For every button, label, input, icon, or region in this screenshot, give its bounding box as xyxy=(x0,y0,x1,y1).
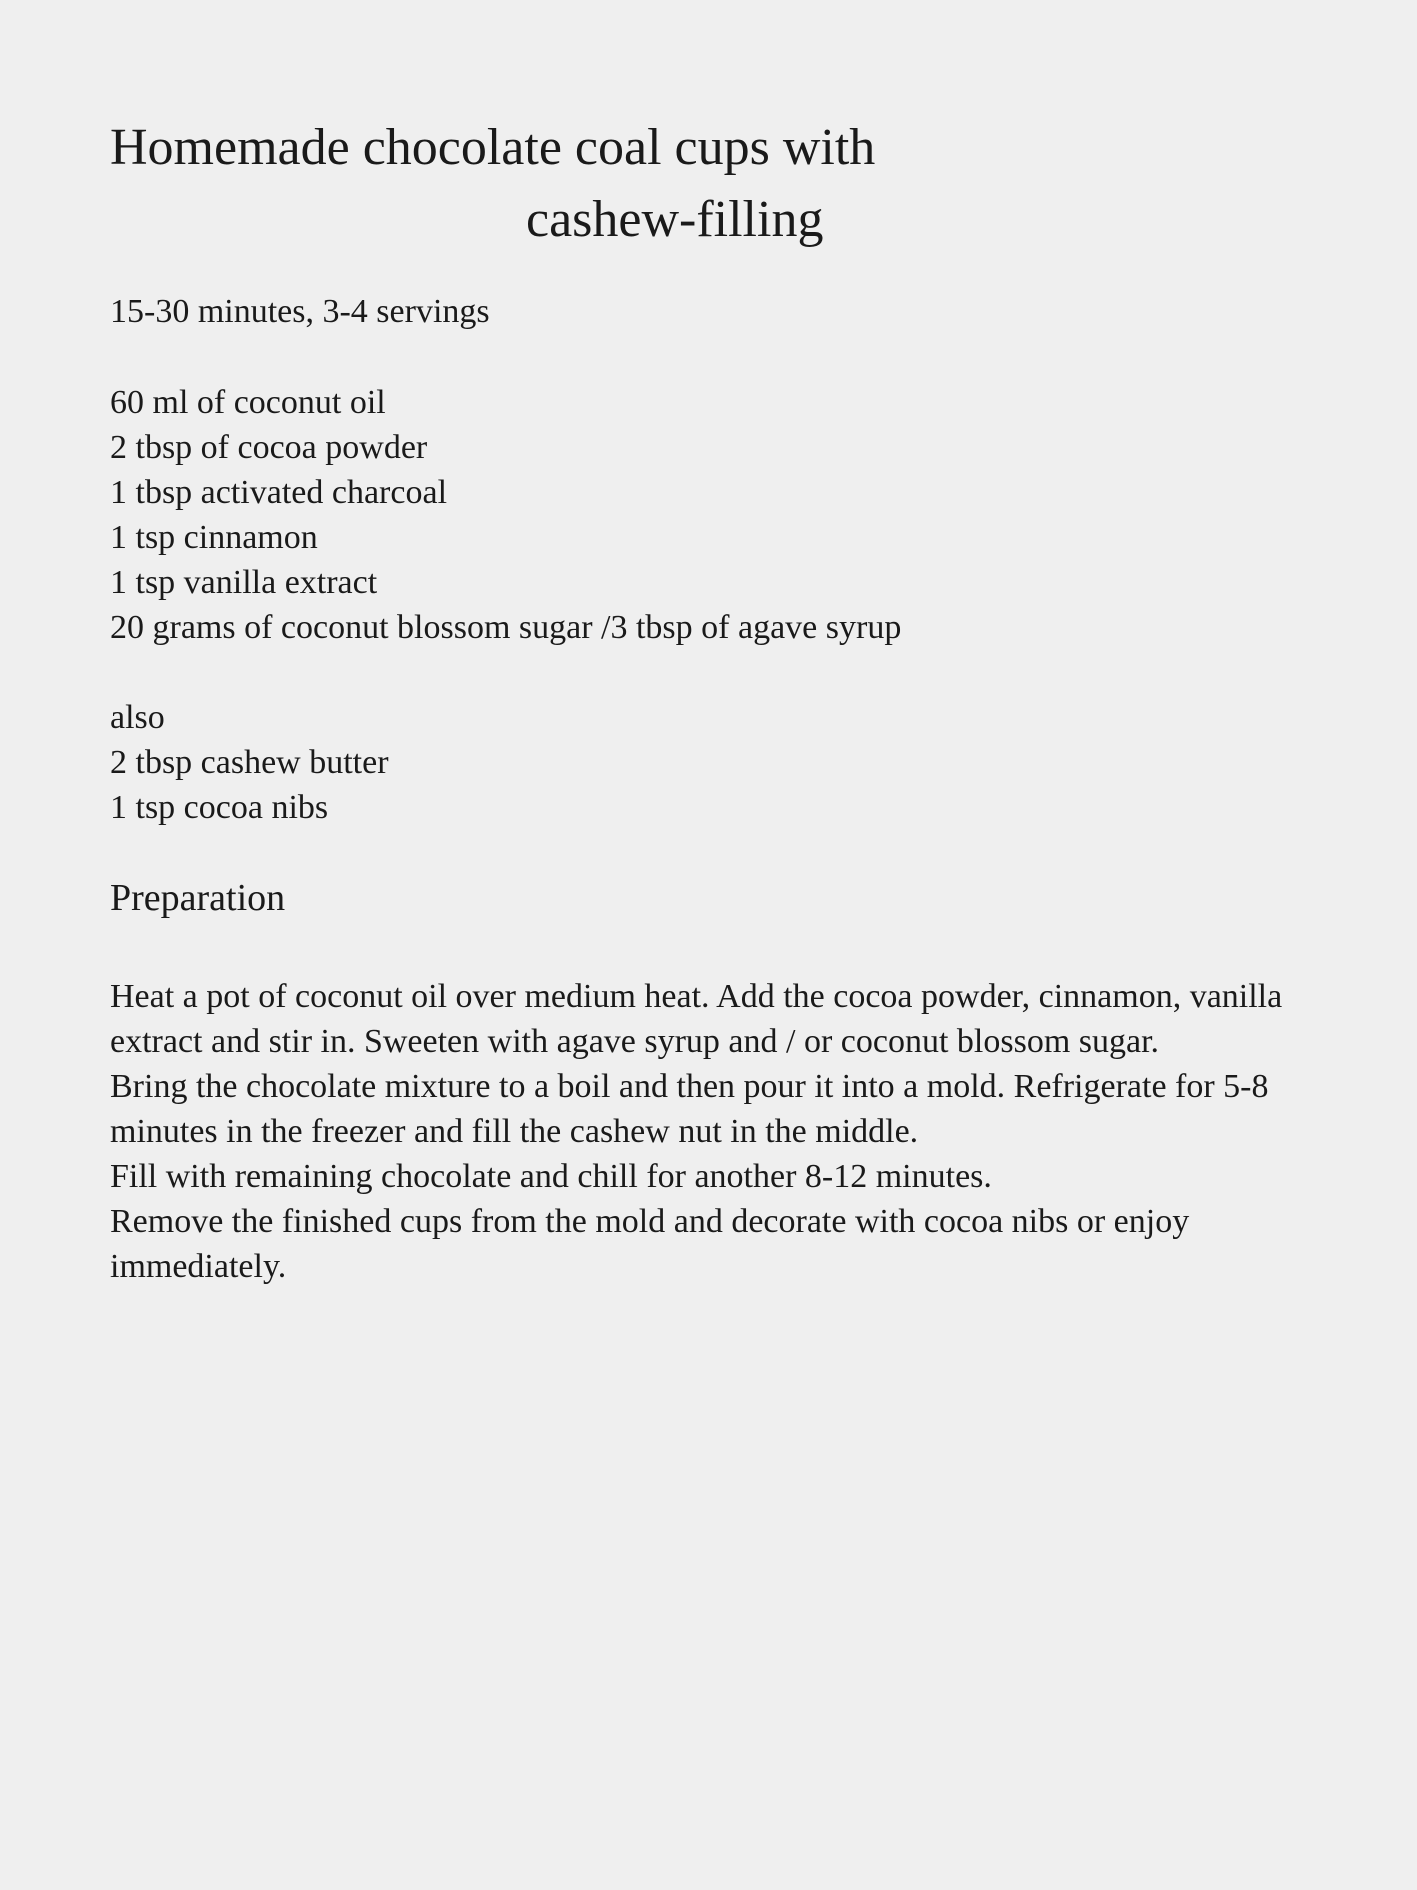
extra-ingredient-item: 2 tbsp cashew butter xyxy=(110,744,389,781)
ingredient-item: 1 tsp cinnamon xyxy=(110,519,318,556)
preparation-step: Fill with remaining chocolate and chill for another 8-12 minutes. xyxy=(110,1158,992,1195)
preparation-steps xyxy=(110,974,1340,1289)
preparation-step: Heat a pot of coconut oil over medium heat. Add the cocoa powder, cinnamon, vanilla extract and stir in. Sweeten with agave syrup and / or coconut blossom sugar. xyxy=(110,978,1283,1060)
recipe-title-line-1: Homemade chocolate coal cups with xyxy=(110,119,876,176)
recipe-time-servings: 15-30 minutes, 3-4 servings xyxy=(110,293,490,330)
ingredient-item: 1 tsp vanilla extract xyxy=(110,564,378,601)
extra-ingredient-item: 1 tsp cocoa nibs xyxy=(110,789,329,826)
ingredient-item: 60 ml of coconut oil xyxy=(110,384,386,421)
preparation-heading: Preparation xyxy=(110,877,286,919)
preparation-step: Bring the chocolate mixture to a boil and then pour it into a mold. Refrigerate for 5-8 minutes in the freezer and fill the cashew nut in the middle. xyxy=(110,1068,1269,1150)
ingredient-item: 20 grams of coconut blossom sugar /3 tbsp of agave syrup xyxy=(110,609,902,646)
recipe-title-line-2: cashew-filling xyxy=(526,191,824,248)
ingredient-list xyxy=(110,380,901,650)
ingredient-item: 1 tbsp activated charcoal xyxy=(110,474,448,511)
extra-ingredient-list xyxy=(110,695,389,830)
recipe-title xyxy=(110,112,970,256)
preparation-step: Remove the finished cups from the mold and decorate with cocoa nibs or enjoy immediately. xyxy=(110,1203,1190,1285)
extras-label: also xyxy=(110,699,165,736)
ingredient-item: 2 tbsp of cocoa powder xyxy=(110,429,428,466)
